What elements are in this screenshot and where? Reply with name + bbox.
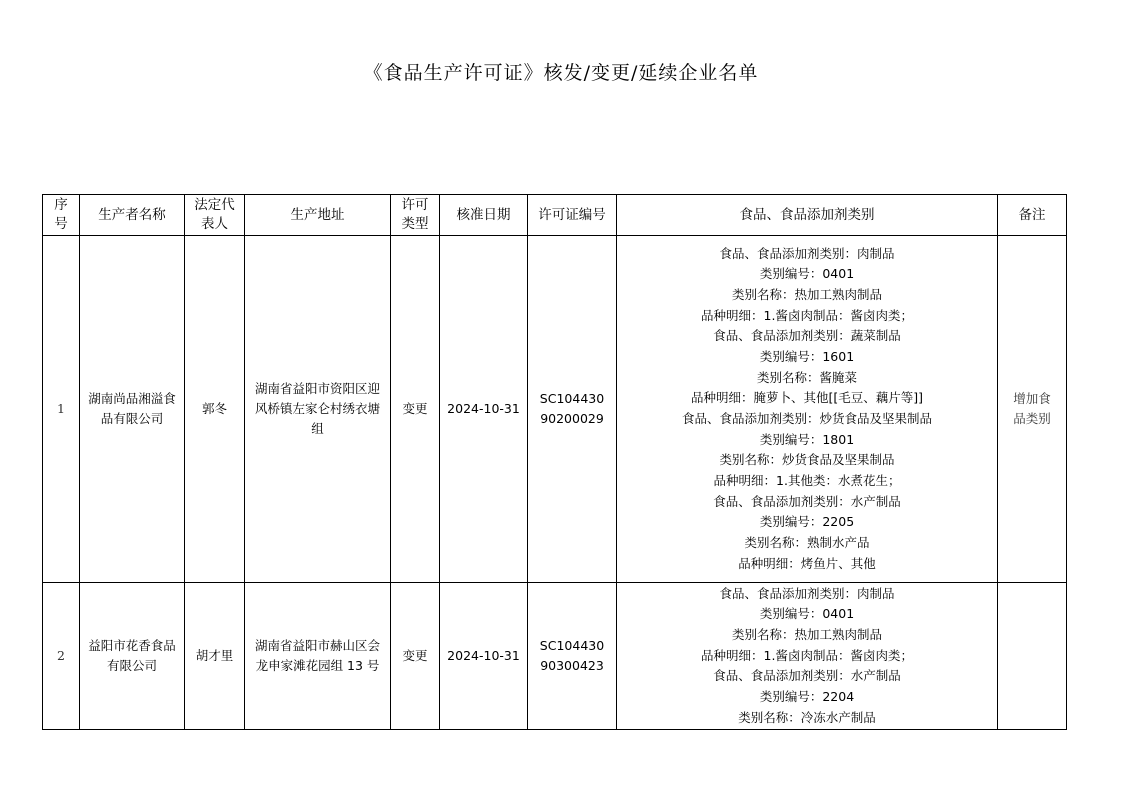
category-line: 品种明细：腌萝卜、其他[[毛豆、藕片等]] [690, 390, 923, 406]
category-line: 食品、食品添加剂类别：炒货食品及坚果制品 [681, 411, 932, 426]
cell-producer-name: 益阳市花香食品有限公司 [80, 583, 185, 730]
category-line: 食品、食品添加剂类别：肉制品 [719, 245, 895, 261]
cell-seq: 2 [43, 583, 80, 730]
cell-permit-type: 变更 [391, 583, 440, 730]
header-seq: 序号 [43, 195, 80, 236]
header-producer-name: 生产者名称 [80, 195, 185, 236]
category-line: 类别名称：热加工熟肉制品 [731, 626, 882, 642]
header-remarks: 备注 [998, 195, 1067, 236]
cell-seq: 1 [43, 236, 80, 583]
category-line: 类别编号：2204 [759, 689, 855, 705]
cell-categories [617, 583, 998, 730]
cell-approval-date: 2024-10-31 [440, 583, 528, 730]
cell-remarks [998, 583, 1067, 730]
page-title: 《食品生产许可证》核发/变更/延续企业名单 [363, 62, 759, 84]
cell-approval-date: 2024-10-31 [440, 236, 528, 583]
cell-remarks: 增加食品类别 [998, 236, 1067, 583]
header-approval-date: 核准日期 [440, 195, 528, 236]
cell-address: 湖南省益阳市资阳区迎风桥镇左家仑村绣衣塘组 [245, 236, 391, 583]
category-line: 食品、食品添加剂类别：蔬菜制品 [713, 328, 901, 344]
category-line: 类别名称：热加工熟肉制品 [731, 286, 882, 302]
category-line: 类别编号：1801 [759, 431, 855, 447]
category-line: 食品、食品添加剂类别：水产制品 [713, 493, 901, 509]
table-header-row [43, 195, 1067, 236]
category-line: 类别编号：0401 [759, 606, 855, 622]
category-line: 类别名称：冷冻水产制品 [738, 709, 876, 725]
category-line: 品种明细：1.酱卤肉制品：酱卤肉类； [701, 647, 913, 663]
header-permit-no: 许可证编号 [528, 195, 617, 236]
category-line: 食品、食品添加剂类别：肉制品 [719, 585, 895, 601]
category-line: 品种明细：1.其他类：水煮花生； [713, 473, 901, 489]
category-line: 类别名称：炒货食品及坚果制品 [719, 452, 895, 468]
table-row [43, 236, 1067, 583]
cell-address: 湖南省益阳市赫山区会龙申家滩花园组 13 号 [245, 583, 391, 730]
header-address: 生产地址 [245, 195, 391, 236]
cell-producer-name: 湖南尚品湘溢食品有限公司 [80, 236, 185, 583]
category-line: 品种明细：烤鱼片、其他 [738, 555, 876, 571]
category-line: 食品、食品添加剂类别：水产制品 [713, 668, 901, 684]
header-legal-rep: 法定代表人 [185, 195, 245, 236]
category-line: 类别编号：1601 [759, 348, 855, 364]
category-line: 类别编号：0401 [759, 266, 855, 282]
cell-permit-type: 变更 [391, 236, 440, 583]
cell-legal-rep: 郭冬 [185, 236, 245, 583]
cell-permit-no: SC10443090300423 [528, 583, 617, 730]
category-line: 类别名称：酱腌菜 [756, 369, 857, 385]
header-categories: 食品、食品添加剂类别 [617, 195, 998, 236]
header-permit-type: 许可类型 [391, 195, 440, 236]
permit-list-table [42, 194, 1067, 730]
cell-legal-rep: 胡才里 [185, 583, 245, 730]
cell-permit-no: SC10443090200029 [528, 236, 617, 583]
table-row [43, 583, 1067, 730]
category-line: 类别名称：熟制水产品 [744, 535, 870, 551]
category-line: 品种明细：1.酱卤肉制品：酱卤肉类； [701, 307, 913, 323]
category-line: 类别编号：2205 [759, 514, 855, 530]
cell-categories [617, 236, 998, 583]
